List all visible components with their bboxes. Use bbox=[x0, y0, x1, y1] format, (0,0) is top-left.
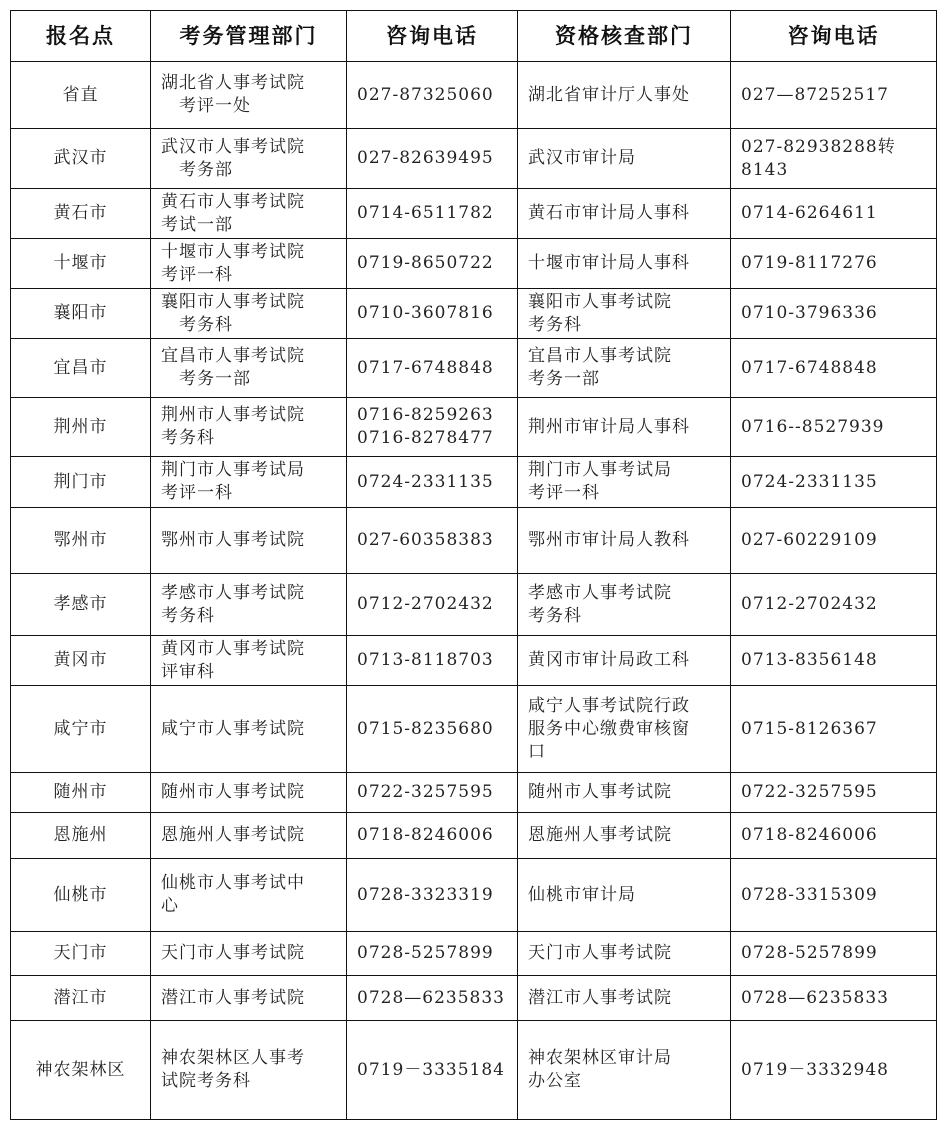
cell-phone bbox=[347, 508, 518, 574]
cell-check-dept-line: 湖北省审计厅人事处 bbox=[528, 84, 690, 105]
cell-phone2 bbox=[731, 574, 937, 636]
table-row bbox=[11, 239, 937, 289]
cell-site: 鄂州市 bbox=[11, 508, 151, 574]
cell-phone2-line: 0712-2702432 bbox=[741, 594, 878, 614]
cell-check-dept bbox=[518, 813, 731, 859]
cell-phone2-line: 0710-3796336 bbox=[741, 303, 878, 323]
cell-phone2-line: 0728-3315309 bbox=[741, 884, 878, 905]
cell-phone bbox=[347, 339, 518, 398]
cell-site: 恩施州 bbox=[11, 813, 151, 859]
cell-phone2-line: 0719-8117276 bbox=[741, 253, 878, 273]
cell-site: 孝感市 bbox=[11, 574, 151, 636]
cell-check-dept-line: 黄石市审计局人事科 bbox=[528, 203, 690, 223]
cell-dept bbox=[151, 976, 347, 1021]
cell-check-dept-line: 孝感市人事考试院 bbox=[528, 582, 672, 603]
cell-dept-line: 鄂州市人事考试院 bbox=[161, 530, 305, 550]
cell-check-dept-line: 神农架林区审计局 bbox=[528, 1048, 672, 1068]
cell-check-dept bbox=[518, 129, 731, 189]
table-row bbox=[11, 129, 937, 189]
cell-phone2 bbox=[731, 62, 937, 129]
cell-phone2 bbox=[731, 129, 937, 189]
cell-phone bbox=[347, 636, 518, 686]
cell-dept-line: 十堰市人事考试院 bbox=[161, 241, 305, 262]
cell-site: 荆门市 bbox=[11, 457, 151, 508]
cell-check-dept bbox=[518, 636, 731, 686]
cell-phone-line: 0712-2702432 bbox=[357, 594, 494, 614]
table-row bbox=[11, 62, 937, 129]
cell-dept-line: 黄石市人事考试院 bbox=[161, 191, 305, 212]
cell-dept bbox=[151, 457, 347, 508]
cell-phone2-line: 0728—6235833 bbox=[741, 987, 889, 1008]
header-row bbox=[11, 11, 937, 62]
cell-site: 襄阳市 bbox=[11, 289, 151, 339]
header-check-dept: 资格核查部门 bbox=[518, 11, 731, 62]
cell-phone bbox=[347, 129, 518, 189]
cell-phone2 bbox=[731, 508, 937, 574]
cell-phone2-line: 0715-8126367 bbox=[741, 718, 878, 739]
cell-dept bbox=[151, 636, 347, 686]
cell-site: 宜昌市 bbox=[11, 339, 151, 398]
cell-check-dept-line: 服务中心缴费审核窗 bbox=[528, 718, 690, 739]
cell-check-dept-line: 鄂州市审计局人教科 bbox=[528, 530, 690, 550]
cell-phone2 bbox=[731, 813, 937, 859]
cell-site: 省直 bbox=[11, 62, 151, 129]
table-row bbox=[11, 574, 937, 636]
cell-check-dept bbox=[518, 859, 731, 932]
header-phone2: 咨询电话 bbox=[731, 11, 937, 62]
cell-check-dept-line: 考务科 bbox=[528, 605, 582, 626]
cell-check-dept-line: 天门市人事考试院 bbox=[528, 943, 672, 963]
cell-phone2-line: 0714-6264611 bbox=[741, 203, 878, 223]
cell-check-dept bbox=[518, 932, 731, 976]
cell-dept-line: 恩施州人事考试院 bbox=[161, 825, 305, 845]
cell-phone bbox=[347, 239, 518, 289]
cell-check-dept-line: 仙桃市审计局 bbox=[528, 884, 636, 905]
cell-dept bbox=[151, 574, 347, 636]
cell-phone bbox=[347, 1021, 518, 1120]
cell-check-dept-line: 荆门市人事考试局 bbox=[528, 460, 672, 480]
cell-check-dept bbox=[518, 62, 731, 129]
cell-check-dept bbox=[518, 686, 731, 773]
cell-site: 仙桃市 bbox=[11, 859, 151, 932]
cell-dept-line: 宜昌市人事考试院 bbox=[161, 346, 305, 366]
cell-dept bbox=[151, 339, 347, 398]
cell-dept-line: 荆州市人事考试院 bbox=[161, 405, 305, 425]
cell-phone-line: 0722-3257595 bbox=[357, 782, 494, 802]
cell-check-dept-line: 随州市人事考试院 bbox=[528, 782, 672, 802]
cell-check-dept bbox=[518, 289, 731, 339]
cell-check-dept-line: 宜昌市人事考试院 bbox=[528, 346, 672, 366]
table-row bbox=[11, 398, 937, 457]
table-row bbox=[11, 339, 937, 398]
cell-phone bbox=[347, 976, 518, 1021]
cell-dept-line: 考评一科 bbox=[161, 264, 233, 285]
cell-phone2 bbox=[731, 859, 937, 932]
cell-phone bbox=[347, 189, 518, 239]
table-row bbox=[11, 773, 937, 813]
table-row bbox=[11, 976, 937, 1021]
cell-phone2 bbox=[731, 773, 937, 813]
cell-phone-line: 0724-2331135 bbox=[357, 471, 494, 492]
cell-dept-line: 考务部 bbox=[179, 159, 233, 180]
table-row bbox=[11, 932, 937, 976]
cell-phone bbox=[347, 686, 518, 773]
cell-check-dept bbox=[518, 339, 731, 398]
cell-phone2-line: 027-60229109 bbox=[741, 530, 878, 550]
cell-dept-line: 荆门市人事考试局 bbox=[161, 460, 305, 480]
cell-phone-line: 0716-8278477 bbox=[357, 428, 494, 448]
table-row bbox=[11, 508, 937, 574]
cell-phone2-line: 0722-3257595 bbox=[741, 782, 878, 802]
cell-phone-line: 0716-8259263 bbox=[357, 405, 494, 425]
cell-phone2 bbox=[731, 398, 937, 457]
cell-dept bbox=[151, 859, 347, 932]
cell-phone bbox=[347, 289, 518, 339]
table-row bbox=[11, 813, 937, 859]
cell-dept-line: 试院考务科 bbox=[161, 1071, 251, 1091]
cell-check-dept bbox=[518, 773, 731, 813]
cell-check-dept-line: 襄阳市人事考试院 bbox=[528, 291, 672, 312]
cell-phone2 bbox=[731, 976, 937, 1021]
table-body bbox=[11, 62, 937, 1120]
cell-dept-line: 考务科 bbox=[161, 428, 215, 448]
cell-phone bbox=[347, 932, 518, 976]
cell-phone2 bbox=[731, 686, 937, 773]
table-row bbox=[11, 636, 937, 686]
cell-phone2-line: 027—87252517 bbox=[741, 84, 889, 105]
cell-dept bbox=[151, 129, 347, 189]
cell-dept bbox=[151, 398, 347, 457]
cell-check-dept bbox=[518, 457, 731, 508]
cell-dept-line: 随州市人事考试院 bbox=[161, 782, 305, 802]
cell-check-dept-line: 荆州市审计局人事科 bbox=[528, 416, 690, 437]
cell-site: 武汉市 bbox=[11, 129, 151, 189]
cell-phone2 bbox=[731, 932, 937, 976]
cell-dept bbox=[151, 239, 347, 289]
cell-check-dept bbox=[518, 189, 731, 239]
cell-check-dept-line: 潜江市人事考试院 bbox=[528, 987, 672, 1008]
cell-phone bbox=[347, 859, 518, 932]
cell-phone bbox=[347, 457, 518, 508]
cell-site: 十堰市 bbox=[11, 239, 151, 289]
cell-phone2 bbox=[731, 339, 937, 398]
cell-check-dept bbox=[518, 1021, 731, 1120]
cell-dept bbox=[151, 686, 347, 773]
cell-site: 神农架林区 bbox=[11, 1021, 151, 1120]
cell-dept-line: 考务科 bbox=[161, 605, 215, 626]
cell-phone-line: 0715-8235680 bbox=[357, 718, 494, 739]
cell-phone2-line: 8143 bbox=[741, 159, 789, 180]
cell-phone2-line: 0716--8527939 bbox=[741, 416, 885, 437]
cell-check-dept-line: 考务科 bbox=[528, 314, 582, 335]
cell-dept-line: 考评一处 bbox=[179, 96, 251, 116]
cell-dept-line: 襄阳市人事考试院 bbox=[161, 291, 305, 312]
cell-check-dept-line: 口 bbox=[528, 741, 546, 762]
cell-check-dept-line: 武汉市审计局 bbox=[528, 148, 636, 168]
cell-phone-line: 027-60358383 bbox=[357, 530, 494, 550]
contact-table bbox=[10, 10, 937, 1120]
cell-phone2 bbox=[731, 189, 937, 239]
cell-dept-line: 评审科 bbox=[161, 661, 215, 682]
cell-dept-line: 湖北省人事考试院 bbox=[161, 73, 305, 93]
cell-phone-line: 0713-8118703 bbox=[357, 650, 494, 670]
header-dept: 考务管理部门 bbox=[151, 11, 347, 62]
cell-phone-line: 0719-8650722 bbox=[357, 253, 494, 273]
cell-dept-line: 武汉市人事考试院 bbox=[161, 136, 305, 157]
cell-dept bbox=[151, 1021, 347, 1120]
cell-phone-line: 0728-5257899 bbox=[357, 943, 494, 963]
cell-phone-line: 0714-6511782 bbox=[357, 203, 494, 223]
cell-check-dept bbox=[518, 976, 731, 1021]
cell-check-dept-line: 咸宁人事考试院行政 bbox=[528, 695, 690, 716]
cell-dept-line: 仙桃市人事考试中 bbox=[161, 873, 305, 893]
cell-check-dept-line: 十堰市审计局人事科 bbox=[528, 253, 690, 273]
table-row bbox=[11, 189, 937, 239]
cell-phone-line: 027-87325060 bbox=[357, 84, 494, 105]
cell-phone2 bbox=[731, 1021, 937, 1120]
cell-phone bbox=[347, 398, 518, 457]
cell-check-dept-line: 办公室 bbox=[528, 1071, 582, 1091]
cell-phone2-line: 027-82938288转 bbox=[741, 136, 896, 157]
cell-dept-line: 潜江市人事考试院 bbox=[161, 987, 305, 1008]
cell-phone2-line: 0724-2331135 bbox=[741, 471, 878, 492]
cell-phone-line: 0718-8246006 bbox=[357, 825, 494, 845]
table-row bbox=[11, 289, 937, 339]
cell-check-dept bbox=[518, 239, 731, 289]
cell-dept-line: 天门市人事考试院 bbox=[161, 943, 305, 963]
cell-dept-line: 黄冈市人事考试院 bbox=[161, 638, 305, 659]
header-site: 报名点 bbox=[11, 11, 151, 62]
cell-check-dept-line: 恩施州人事考试院 bbox=[528, 825, 672, 845]
cell-check-dept-line: 考评一科 bbox=[528, 483, 600, 503]
cell-phone bbox=[347, 773, 518, 813]
cell-phone2-line: 0713-8356148 bbox=[741, 650, 878, 670]
cell-phone2-line: 0728-5257899 bbox=[741, 943, 878, 963]
cell-dept bbox=[151, 773, 347, 813]
cell-dept-line: 考评一科 bbox=[161, 483, 233, 503]
cell-phone2 bbox=[731, 457, 937, 508]
cell-phone-line: 0728—6235833 bbox=[357, 987, 505, 1008]
table-row bbox=[11, 859, 937, 932]
cell-dept bbox=[151, 932, 347, 976]
table-row bbox=[11, 686, 937, 773]
cell-phone-line: 027-82639495 bbox=[357, 148, 494, 168]
cell-check-dept bbox=[518, 574, 731, 636]
cell-phone2 bbox=[731, 239, 937, 289]
cell-dept bbox=[151, 62, 347, 129]
cell-site: 咸宁市 bbox=[11, 686, 151, 773]
cell-dept bbox=[151, 189, 347, 239]
cell-phone bbox=[347, 574, 518, 636]
cell-phone-line: 0717-6748848 bbox=[357, 357, 494, 378]
cell-check-dept-line: 考务一部 bbox=[528, 369, 600, 389]
cell-dept-line: 考务一部 bbox=[179, 369, 251, 389]
cell-dept bbox=[151, 289, 347, 339]
cell-check-dept-line: 黄冈市审计局政工科 bbox=[528, 650, 690, 670]
cell-dept-line: 咸宁市人事考试院 bbox=[161, 718, 305, 739]
cell-phone-line: 0710-3607816 bbox=[357, 303, 494, 323]
cell-dept-line: 考务科 bbox=[179, 314, 233, 335]
header-phone: 咨询电话 bbox=[347, 11, 518, 62]
cell-site: 荆州市 bbox=[11, 398, 151, 457]
cell-check-dept bbox=[518, 398, 731, 457]
cell-phone bbox=[347, 62, 518, 129]
cell-site: 黄冈市 bbox=[11, 636, 151, 686]
cell-dept-line: 孝感市人事考试院 bbox=[161, 582, 305, 603]
cell-site: 天门市 bbox=[11, 932, 151, 976]
table-row bbox=[11, 457, 937, 508]
cell-dept-line: 心 bbox=[161, 896, 179, 916]
cell-dept-line: 考试一部 bbox=[161, 214, 233, 235]
cell-phone-line: 0719－3335184 bbox=[357, 1059, 505, 1080]
table-row bbox=[11, 1021, 937, 1120]
cell-dept bbox=[151, 508, 347, 574]
cell-phone2-line: 0719－3332948 bbox=[741, 1059, 889, 1080]
cell-dept bbox=[151, 813, 347, 859]
cell-dept-line: 神农架林区人事考 bbox=[161, 1048, 305, 1068]
cell-phone2 bbox=[731, 636, 937, 686]
cell-phone bbox=[347, 813, 518, 859]
cell-phone2-line: 0717-6748848 bbox=[741, 357, 878, 378]
cell-site: 随州市 bbox=[11, 773, 151, 813]
cell-check-dept bbox=[518, 508, 731, 574]
cell-site: 黄石市 bbox=[11, 189, 151, 239]
cell-site: 潜江市 bbox=[11, 976, 151, 1021]
cell-phone2 bbox=[731, 289, 937, 339]
cell-phone-line: 0728-3323319 bbox=[357, 884, 494, 905]
cell-phone2-line: 0718-8246006 bbox=[741, 825, 878, 845]
